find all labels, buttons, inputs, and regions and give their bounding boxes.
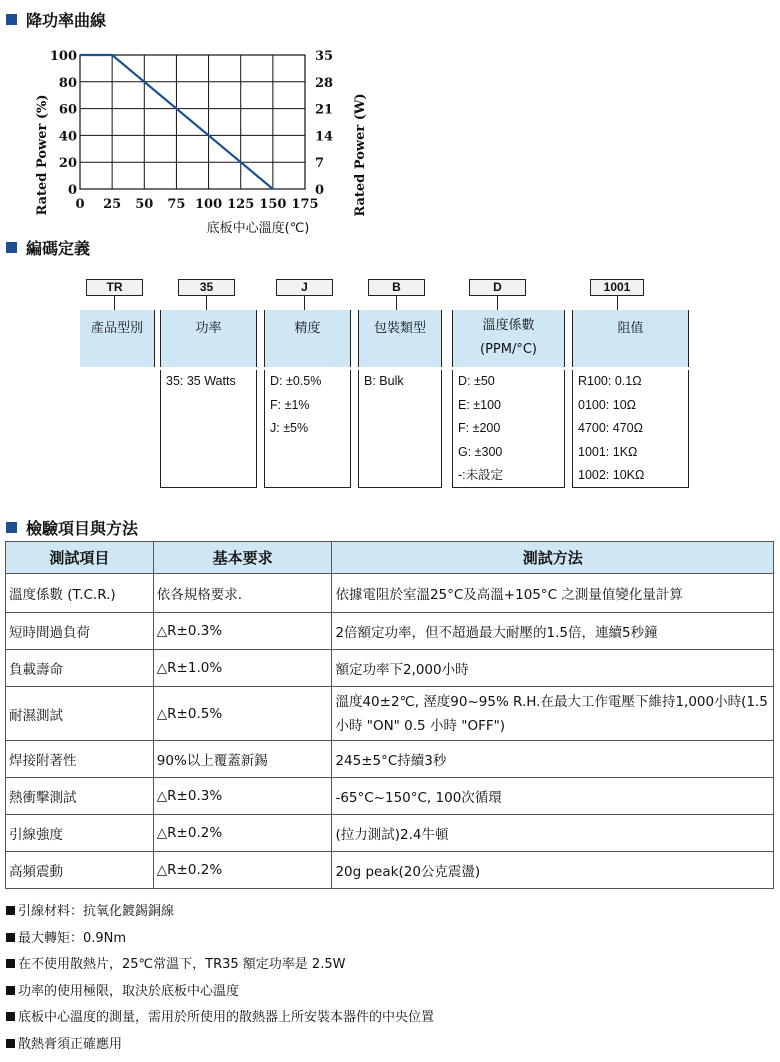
test-method: 2倍額定功率，但不超過最大耐壓的1.5倍，連續5秒鐘 [332,613,774,650]
code-column-header-tolerance: 精度 [264,310,351,367]
column-header-item: 測試項目 [6,542,154,574]
code-column-options-tolerance: D: ±0.5% F: ±1% J: ±5% [264,370,351,488]
x-tick-label: 175 [291,197,318,212]
test-requirement: 依各規格要求. [153,574,332,613]
test-item: 熱衝擊測試 [6,778,154,815]
test-item: 引線強度 [6,815,154,852]
code-column-header-type: 產品型別 [80,310,155,367]
y-tick-label-right: 35 [315,49,333,64]
table-row [6,613,774,650]
code-column-options-resistance: R100: 0.1Ω 0100: 10Ω 4700: 470Ω 1001: 1KΩ 1002: 10KΩ [572,370,689,488]
test-item: 焊接附著性 [6,741,154,778]
square-bullet-icon [6,986,15,995]
x-tick-label: 50 [135,197,153,212]
code-box-tr: TR [86,279,143,296]
square-bullet-icon [6,959,15,968]
test-method: 20g peak(20公克震盪) [332,852,774,889]
note-item: 引線材料：抗氧化鍍錫銅線 [6,903,434,930]
square-bullet-icon [6,522,17,533]
table-row [6,650,774,687]
test-method: (拉力測試)2.4牛頓 [332,815,774,852]
y-tick-label-right: 0 [315,183,324,198]
test-method: 溫度40±2℃, 溼度90~95% R.H.在最大工作電壓下維持1,000小時(1.5小時 "ON" 0.5 小時 "OFF") [332,687,774,741]
column-header-requirement: 基本要求 [153,542,332,574]
square-bullet-icon [6,1012,15,1021]
test-item: 負載壽命 [6,650,154,687]
table-row [6,574,774,613]
note-item: 功率的使用極限，取決於底板中心溫度 [6,983,434,1010]
test-method: 額定功率下2,000小時 [332,650,774,687]
note-item: 最大轉矩：0.9Nm [6,930,434,957]
test-requirement: 90%以上覆蓋新錫 [153,741,332,778]
table-row [6,778,774,815]
test-requirement: △R±0.2% [153,815,332,852]
test-requirement: △R±0.3% [153,613,332,650]
y-axis-label-left: Rated Power (%) [35,94,50,215]
table-row [6,852,774,889]
y-tick-label-left: 0 [68,183,77,198]
derating-chart-svg [0,35,380,245]
test-methods-table [5,541,774,889]
code-connector [114,296,115,310]
square-bullet-icon [6,906,15,915]
y-tick-label-left: 40 [59,129,77,144]
test-item: 短時間過負荷 [6,613,154,650]
test-item: 溫度係數 (T.C.R.) [6,574,154,613]
code-box-tolerance: J [276,279,333,296]
column-header-method: 測試方法 [332,542,774,574]
x-tick-label: 0 [75,197,84,212]
table-row [6,741,774,778]
x-tick-label: 100 [195,197,222,212]
table-row [6,687,774,741]
square-bullet-icon [6,14,17,25]
y-tick-label-left: 80 [59,76,77,91]
code-column-options-tcr: D: ±50 E: ±100 F: ±200 G: ±300 -:未設定 [452,370,565,488]
code-column-options-packaging: B: Bulk [358,370,442,488]
code-connector [304,296,305,310]
y-tick-label-right: 14 [315,129,333,144]
test-requirement: △R±0.2% [153,852,332,889]
code-connector [497,296,498,310]
code-column-header-tcr: 溫度係數 (PPM/°C) [452,310,565,367]
x-tick-label: 150 [259,197,286,212]
x-axis-label: 底板中心溫度(℃) [207,220,310,236]
test-method: 245±5°C持續3秒 [332,741,774,778]
y-tick-label-left: 100 [50,49,77,64]
test-method: -65°C~150°C, 100次循環 [332,778,774,815]
code-column-header-resistance: 阻值 [572,310,689,367]
x-tick-label: 125 [227,197,254,212]
y-tick-label-right: 21 [315,103,333,118]
code-connector [396,296,397,310]
notes-list [6,903,434,1062]
test-requirement: △R±1.0% [153,650,332,687]
note-item: 底板中心溫度的測量，需用於所使用的散熱器上所安裝本器件的中央位置 [6,1009,434,1036]
y-axis-label-right: Rated Power (W) [353,93,368,216]
code-box-resistance: 1001 [590,279,644,296]
code-column-header-power: 功率 [160,310,257,367]
code-column-header-packaging: 包裝類型 [358,310,442,367]
square-bullet-icon [6,933,15,942]
table-header-row [6,542,774,574]
table-row [6,815,774,852]
derating-chart [0,35,380,245]
test-requirement: △R±0.5% [153,687,332,741]
test-method: 依據電阻於室溫25°C及高溫+105°C 之測量值變化量計算 [332,574,774,613]
code-column-options-power: 35: 35 Watts [160,370,257,488]
x-tick-label: 25 [103,197,121,212]
y-tick-label-right: 28 [315,76,333,91]
section-heading-code: 編碼定義 [6,236,90,259]
y-tick-label-left: 60 [59,103,77,118]
square-bullet-icon [6,1039,15,1048]
code-connector [617,296,618,310]
test-item: 耐濕測試 [6,687,154,741]
code-box-packaging: B [368,279,425,296]
test-item: 高頻震動 [6,852,154,889]
section-heading-tests: 檢驗項目與方法 [6,516,138,539]
y-tick-label-left: 20 [59,156,77,171]
square-bullet-icon [6,242,17,253]
code-connector [206,296,207,310]
note-item: 在不使用散熱片，25℃常溫下，TR35 額定功率是 2.5W [6,956,434,983]
y-tick-label-right: 7 [315,156,324,171]
code-box-power: 35 [178,279,235,296]
code-box-tcr: D [469,279,526,296]
section-heading-derating: 降功率曲線 [6,8,106,31]
test-requirement: △R±0.3% [153,778,332,815]
x-tick-label: 75 [167,197,185,212]
note-item: 散熱膏須正確應用 [6,1036,434,1062]
